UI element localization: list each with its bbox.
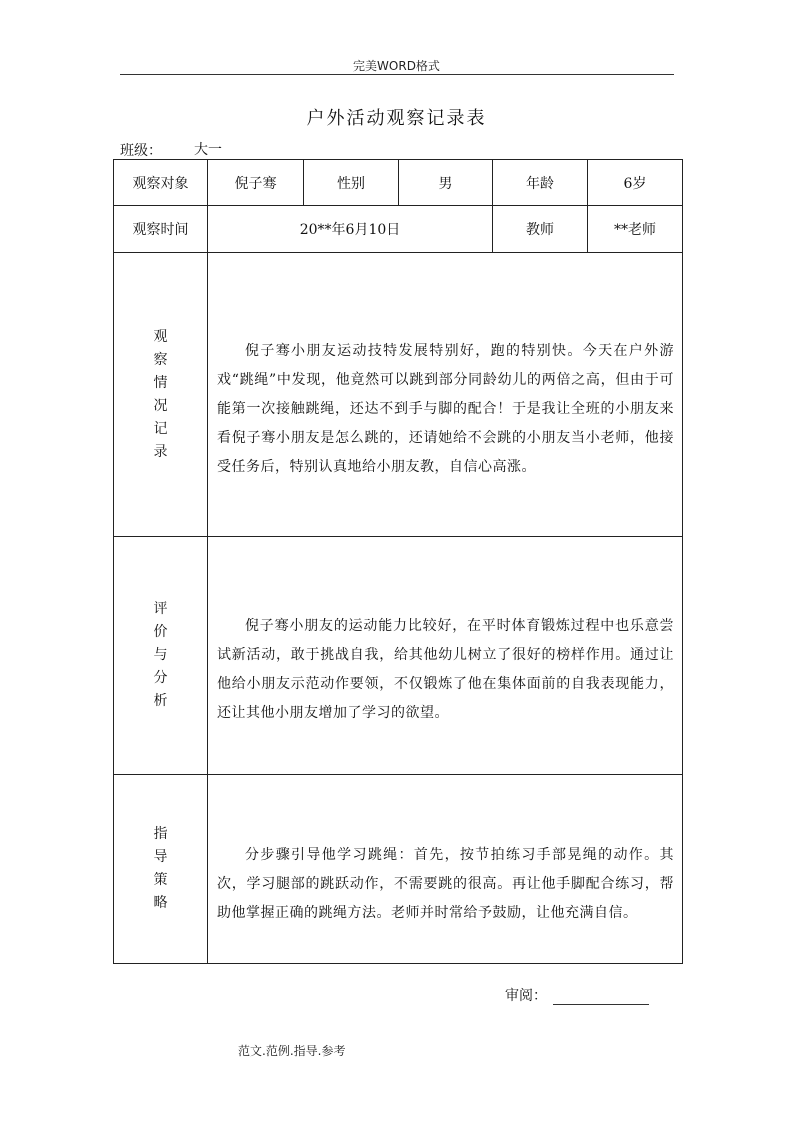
subject-label: 观察对象 (114, 160, 208, 206)
review-signature (505, 985, 649, 1005)
header-rule (120, 74, 674, 75)
observation-label-cell (114, 253, 208, 537)
gender-value: 男 (399, 160, 493, 206)
review-label: 审阅： (505, 988, 547, 1004)
analysis-text: 倪子骞小朋友的运动能力比较好，在平时体育锻炼过程中也乐意尝试新活动，敢于挑战自我，给其他幼儿树立了很好的榜样作用。通过让他给小朋友示范动作要领，不仅锻炼了他在集体面前的自我表现能力，还让其他小朋友增加了学习的欲望。 (217, 617, 674, 721)
document-title: 户外活动观察记录表 (306, 108, 487, 129)
subject-value: 倪子骞 (208, 160, 304, 206)
strategy-text: 分步骤引导他学习跳绳：首先，按节拍练习手部晃绳的动作。其次，学习腿部的跳跃动作，不需要跳的很高。再让他手脚配合练习，帮助他掌握正确的跳绳方法。老师并时常给予鼓励，让他充满自信。 (217, 847, 674, 921)
strategy-label-cell (114, 775, 208, 964)
teacher-label: 教师 (493, 206, 588, 253)
analysis-label: 评价与分析 (153, 601, 168, 709)
table-row (114, 160, 683, 206)
time-label: 观察时间 (114, 206, 208, 253)
observation-content-cell (208, 253, 683, 537)
age-label: 年龄 (493, 160, 588, 206)
table-row (114, 775, 683, 964)
analysis-content-cell (208, 537, 683, 775)
observation-table (113, 159, 683, 964)
observation-label: 观察情况记录 (153, 328, 168, 460)
table-row (114, 253, 683, 537)
class-value: 大一 (168, 139, 272, 160)
time-value: 20**年6月10日 (208, 206, 493, 253)
page-footer: 范文.范例.指导.参考 (238, 1044, 346, 1058)
strategy-content-cell (208, 775, 683, 964)
table-row (114, 206, 683, 253)
teacher-value: **老师 (588, 206, 683, 253)
table-row (114, 537, 683, 775)
class-label: 班级： (120, 143, 162, 159)
page-header: 完美WORD格式 (353, 59, 440, 73)
review-signature-line (553, 988, 649, 1005)
gender-label: 性别 (304, 160, 399, 206)
analysis-label-cell (114, 537, 208, 775)
age-value: 6岁 (588, 160, 683, 206)
observation-text: 倪子骞小朋友运动技特发展特别好，跑的特别快。今天在户外游戏“跳绳”中发现，他竟然可以跳到部分同龄幼儿的两倍之高，但由于可能第一次接触跳绳，还达不到手与脚的配合！于是我让全班的小朋友来看倪子骞小朋友是怎么跳的，还请她给不会跳的小朋友当小老师，他接受任务后，特别认真地给小朋友教，自信心高涨。 (217, 343, 674, 475)
strategy-label: 指导策略 (153, 826, 168, 911)
class-info (120, 139, 272, 160)
